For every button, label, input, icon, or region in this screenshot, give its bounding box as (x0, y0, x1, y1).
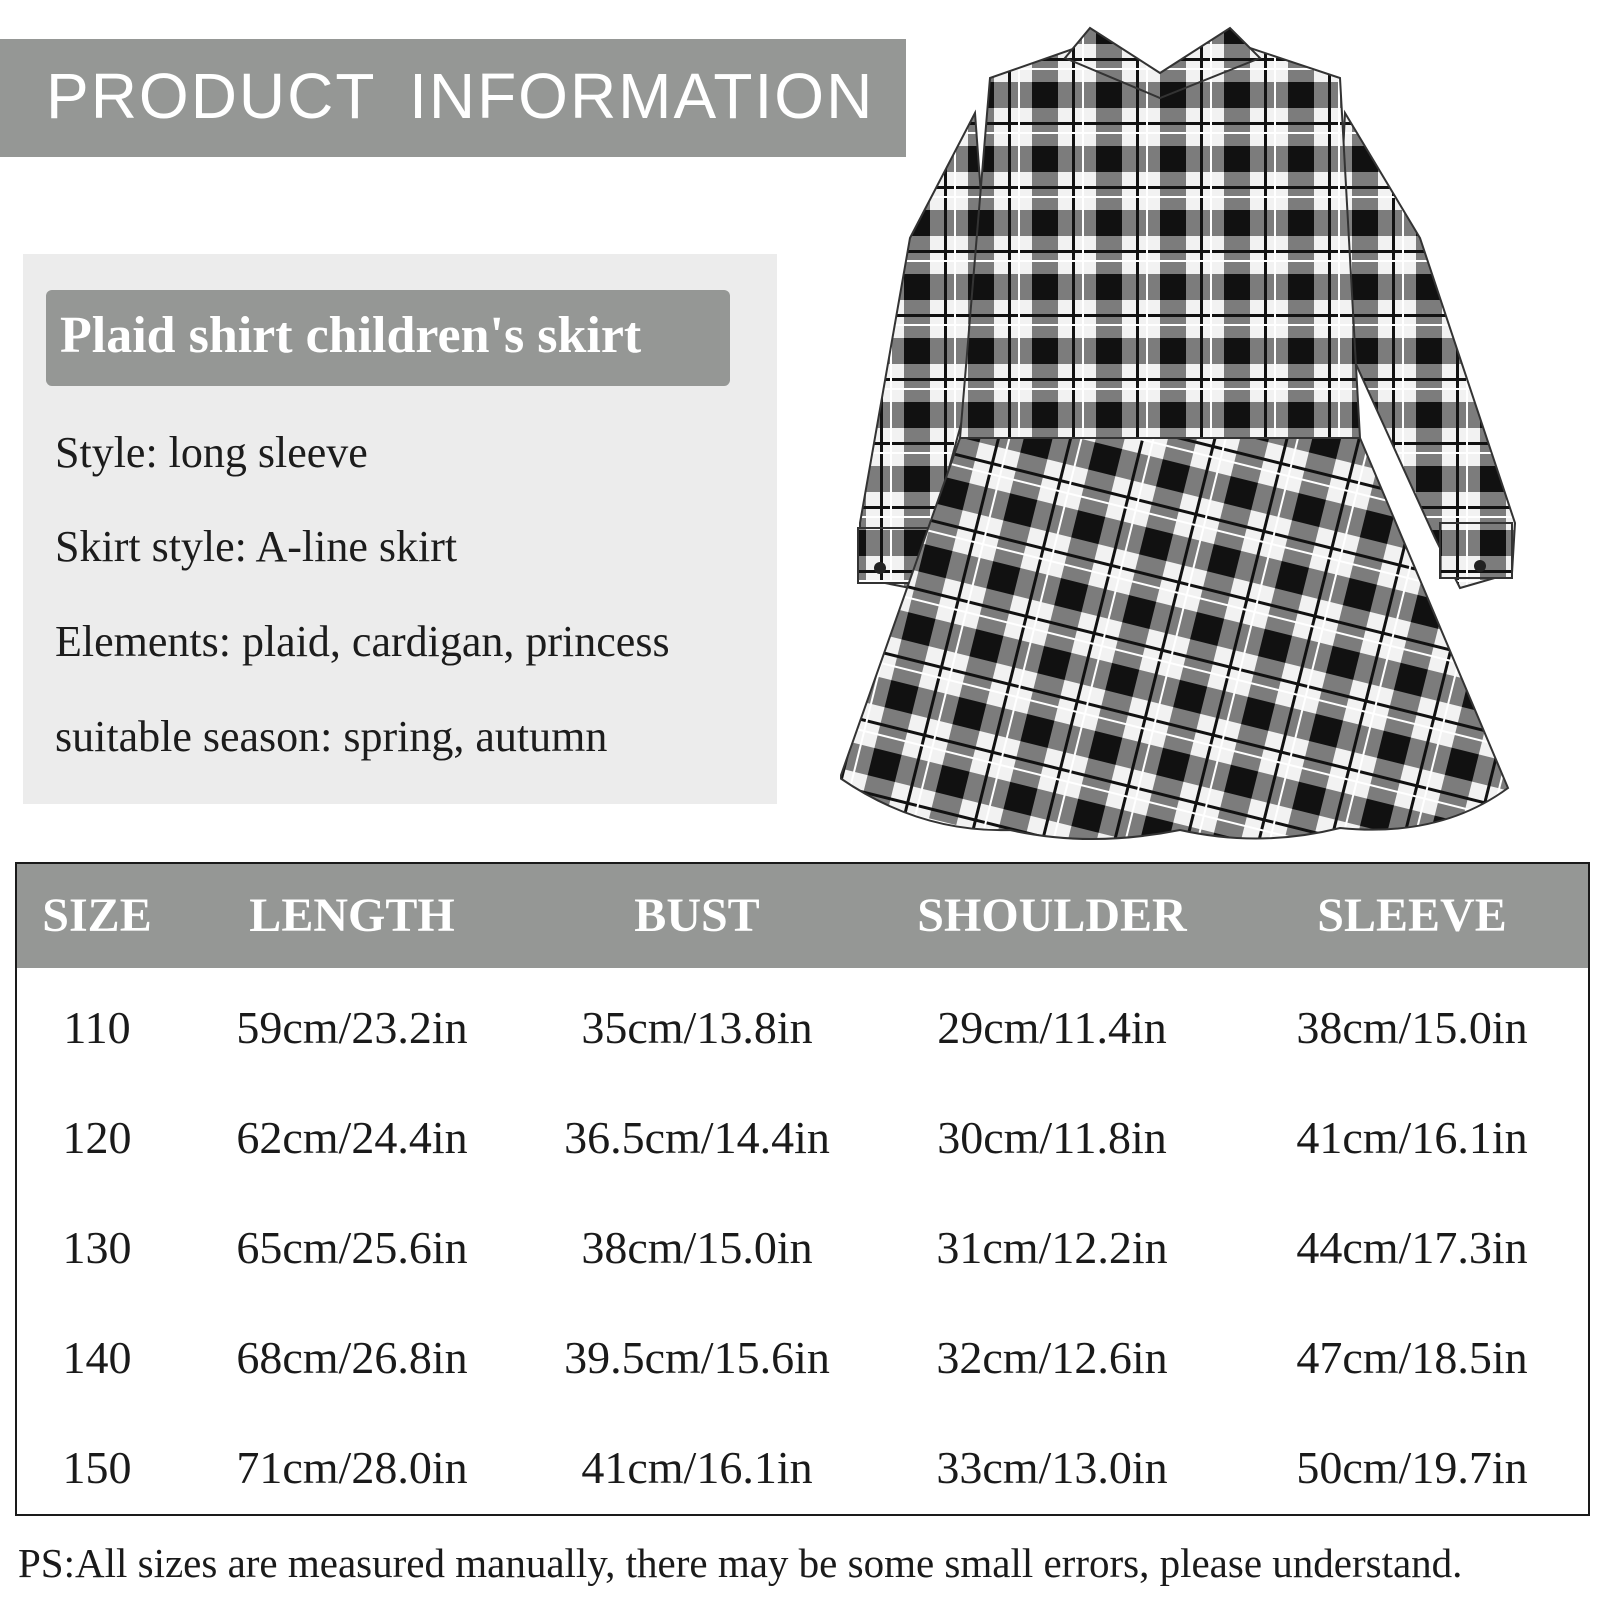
table-cell-shoulder: 29cm/11.4in (937, 1002, 1167, 1053)
table-cell-size: 150 (62, 1442, 132, 1493)
table-cell-sleeve: 41cm/16.1in (1296, 1112, 1528, 1163)
table-cell-bust: 38cm/15.0in (581, 1222, 813, 1273)
table-cell-length: 59cm/23.2in (236, 1002, 468, 1053)
measurement-note: PS:All sizes are measured manually, there may be some small errors, please understand. (18, 1540, 1463, 1586)
product-name: Plaid shirt children's skirt (60, 307, 642, 364)
table-cell-bust: 39.5cm/15.6in (564, 1332, 830, 1383)
table-cell-length: 71cm/28.0in (236, 1442, 468, 1493)
table-cell-length: 62cm/24.4in (236, 1112, 468, 1163)
table-cell-shoulder: 33cm/13.0in (936, 1442, 1168, 1493)
header-length: LENGTH (249, 889, 455, 942)
table-cell-shoulder: 32cm/12.6in (936, 1332, 1168, 1383)
table-cell-sleeve: 38cm/15.0in (1296, 1002, 1528, 1053)
table-cell-length: 68cm/26.8in (236, 1332, 468, 1383)
header-sleeve: SLEEVE (1317, 889, 1507, 942)
table-cell-sleeve: 50cm/19.7in (1296, 1442, 1528, 1493)
table-cell-size: 110 (63, 1002, 131, 1053)
table-header-row (17, 864, 1588, 968)
header-size: SIZE (42, 889, 152, 942)
spec-skirt-style: Skirt style: A-line skirt (55, 522, 458, 571)
table-cell-bust: 36.5cm/14.4in (564, 1112, 830, 1163)
header-bust: BUST (634, 889, 760, 942)
spec-season: suitable season: spring, autumn (55, 712, 608, 761)
plaid-dress-image (840, 18, 1560, 858)
table-cell-size: 140 (62, 1332, 132, 1383)
table-cell-shoulder: 30cm/11.8in (937, 1112, 1167, 1163)
table-cell-shoulder: 31cm/12.2in (936, 1222, 1168, 1273)
table-cell-bust: 41cm/16.1in (581, 1442, 813, 1493)
spec-elements: Elements: plaid, cardigan, princess (55, 617, 670, 666)
table-cell-size: 130 (62, 1222, 132, 1273)
banner-title: PRODUCT INFORMATION (46, 60, 875, 132)
header-shoulder: SHOULDER (917, 889, 1187, 942)
table-cell-size: 120 (62, 1112, 132, 1163)
table-cell-length: 65cm/25.6in (236, 1222, 468, 1273)
spec-style: Style: long sleeve (55, 428, 368, 477)
table-cell-sleeve: 44cm/17.3in (1296, 1222, 1528, 1273)
table-cell-bust: 35cm/13.8in (581, 1002, 813, 1053)
size-chart-table (15, 862, 1590, 1516)
table-cell-sleeve: 47cm/18.5in (1296, 1332, 1528, 1383)
